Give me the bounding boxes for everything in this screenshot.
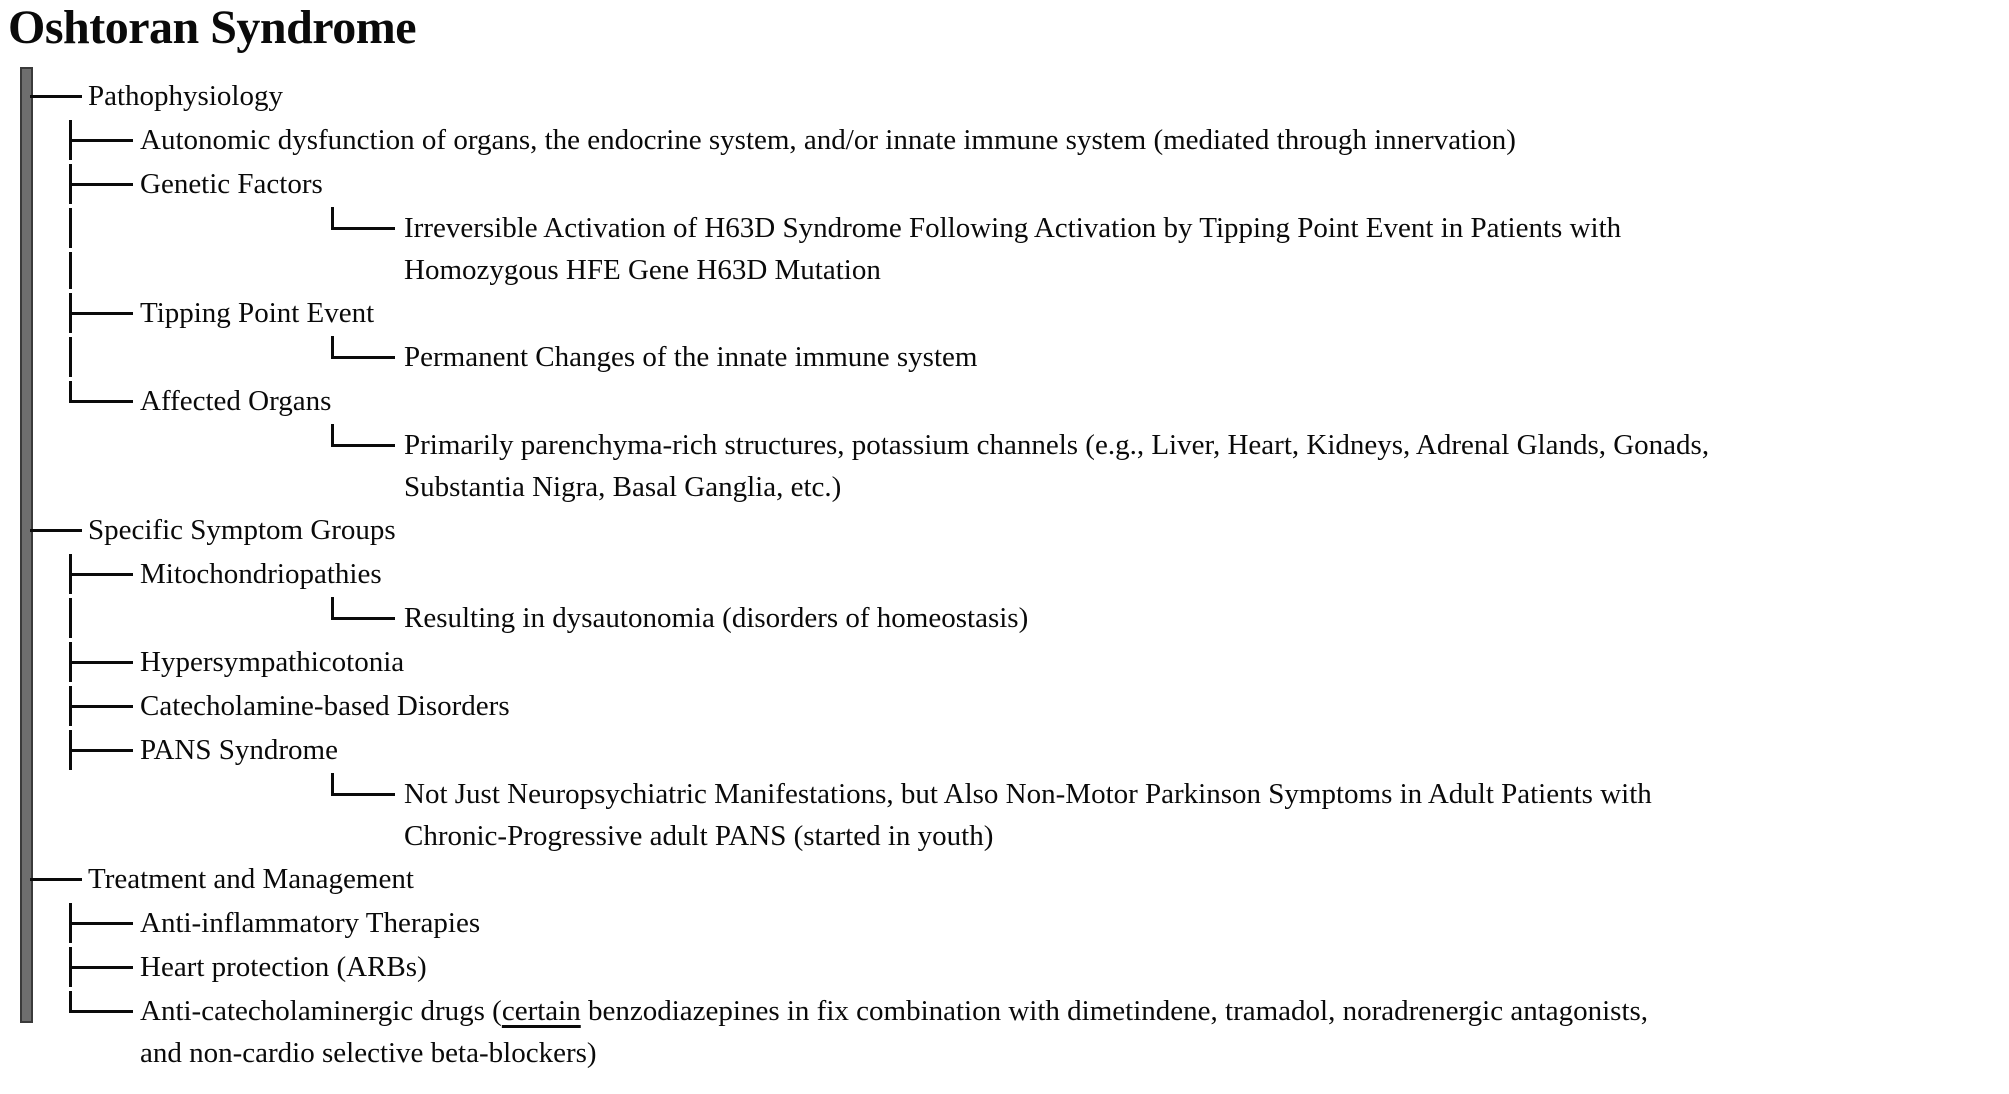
tree-connector-line (69, 208, 72, 248)
tree-row (0, 857, 2009, 901)
tree-connector-line (69, 183, 133, 186)
tree-row (0, 423, 2009, 467)
tree-item-label: Permanent Changes of the innate immune system (404, 340, 978, 373)
syndrome-tree (0, 74, 2009, 1074)
tree-item-label: Treatment and Management (88, 862, 414, 895)
tree-item-label: Primarily parenchyma-rich structures, potassium channels (e.g., Liver, Heart, Kidneys, Adrenal Glands, Gonads, (404, 428, 1710, 461)
tree-item-label: Tipping Point Event (140, 296, 375, 329)
tree-item-label: and non-cardio selective beta-blockers) (140, 1037, 597, 1069)
tree-connector-line (331, 617, 395, 620)
tree-item-label: Pathophysiology (88, 79, 283, 112)
tree-item-label: Mitochondriopathies (140, 557, 382, 590)
tree-connector-line (331, 356, 395, 359)
tree-connector-line (69, 705, 133, 708)
tree-item-label: Affected Organs (140, 384, 332, 417)
tree-item-label: PANS Syndrome (140, 733, 338, 766)
tree-row (0, 945, 2009, 989)
tree-connector-line (69, 252, 72, 289)
tree-item-label: Specific Symptom Groups (88, 513, 396, 546)
tree-row (0, 74, 2009, 118)
tree-connector-line (331, 793, 395, 796)
tree-connector-line (69, 312, 133, 315)
tree-item-label: Irreversible Activation of H63D Syndrome Following Activation by Tipping Point Event in Patients with (404, 211, 1622, 244)
underlined-text: certain (501, 994, 581, 1027)
tree-row (0, 291, 2009, 335)
tree-item-label: Not Just Neuropsychiatric Manifestations, but Also Non-Motor Parkinson Symptoms in Adult Patients with (404, 777, 1652, 810)
tree-connector-line (30, 529, 82, 532)
text-segment: benzodiazepines in fix combination with dimetindene, tramadol, noradrenergic antagonists, (580, 994, 1649, 1027)
tree-row (0, 989, 2009, 1033)
tree-item-label: Substantia Nigra, Basal Ganglia, etc.) (404, 471, 842, 503)
tree-item-label: Homozygous HFE Gene H63D Mutation (404, 254, 881, 286)
tree-item-label: Anti-inflammatory Therapies (140, 906, 481, 939)
tree-connector-line (331, 227, 395, 230)
tree-item-label: Catecholamine-based Disorders (140, 689, 510, 722)
tree-item-label: Autonomic dysfunction of organs, the endocrine system, and/or innate immune system (mediated through innervation) (140, 123, 1516, 156)
tree-connector-line (69, 749, 133, 752)
tree-connector-line (69, 966, 133, 969)
tree-row (0, 640, 2009, 684)
tree-item-label (140, 994, 1649, 1027)
text-segment: Anti-catecholaminergic drugs ( (140, 994, 502, 1027)
tree-item-label: Heart protection (ARBs) (140, 950, 427, 983)
tree-connector-line (69, 573, 133, 576)
tree-row (0, 728, 2009, 772)
tree-connector-line (30, 878, 82, 881)
tree-item-label: Genetic Factors (140, 167, 323, 200)
tree-row (0, 379, 2009, 423)
tree-item-label: Hypersympathicotonia (140, 645, 405, 678)
tree-connector-line (69, 661, 133, 664)
tree-connector-line (69, 598, 72, 638)
tree-row (0, 1033, 2009, 1074)
tree-row (0, 118, 2009, 162)
tree-connector-line (331, 444, 395, 447)
tree-row (0, 162, 2009, 206)
tree-connector-line (69, 922, 133, 925)
tree-row (0, 467, 2009, 508)
tree-item-label: Chronic-Progressive adult PANS (started in youth) (404, 820, 994, 852)
tree-item-label: Resulting in dysautonomia (disorders of homeostasis) (404, 601, 1029, 634)
tree-row (0, 552, 2009, 596)
tree-row (0, 816, 2009, 857)
tree-row (0, 596, 2009, 640)
tree-row (0, 508, 2009, 552)
tree-connector-line (69, 337, 72, 377)
tree-connector-line (69, 400, 133, 403)
tree-connector-line (69, 1010, 133, 1013)
tree-row (0, 206, 2009, 250)
tree-row (0, 250, 2009, 291)
page-title: Oshtoran Syndrome (8, 1, 417, 54)
tree-row (0, 772, 2009, 816)
tree-row (0, 684, 2009, 728)
tree-connector-line (69, 139, 133, 142)
tree-row (0, 901, 2009, 945)
tree-connector-line (30, 95, 82, 98)
tree-row (0, 335, 2009, 379)
